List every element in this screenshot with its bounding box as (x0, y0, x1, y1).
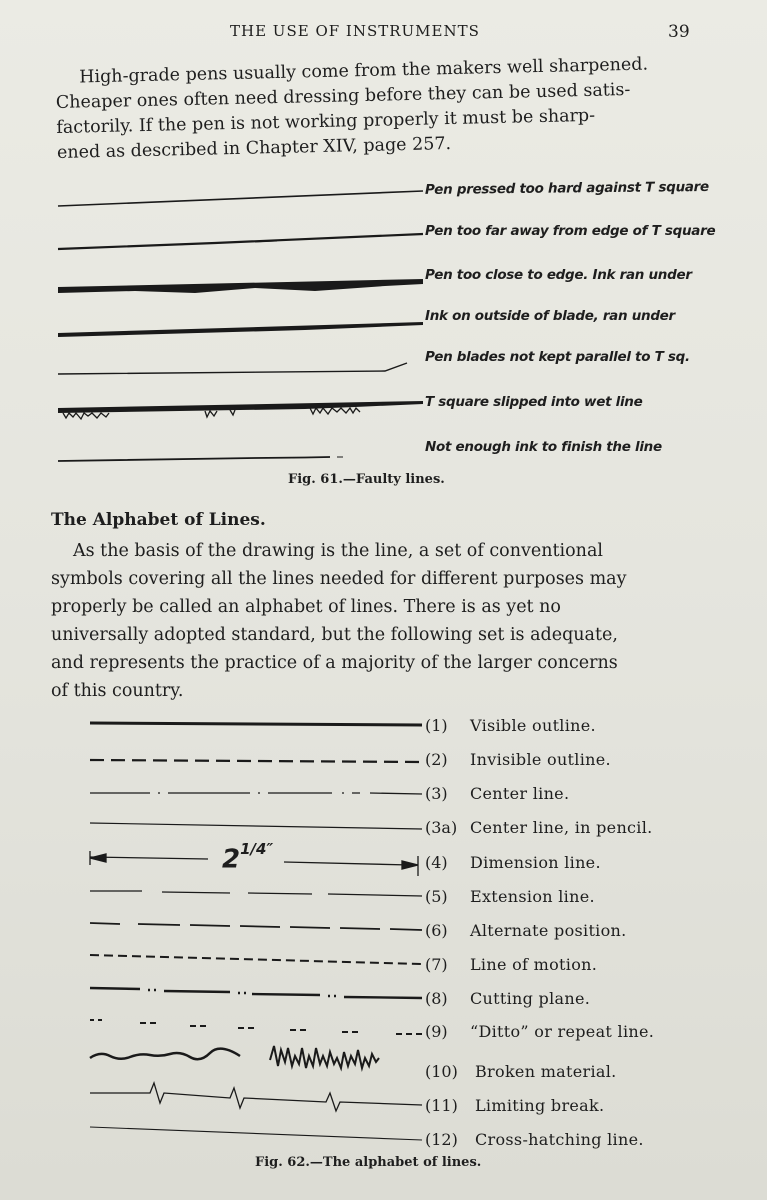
line-label: Alternate position. (470, 921, 627, 940)
sample-invisible-outline (90, 760, 422, 762)
faulty-line-label: Pen blades not kept parallel to T sq. (425, 349, 690, 365)
line-label: Line of motion. (470, 955, 598, 974)
line-number: (5) (425, 887, 448, 906)
sample-limiting-break (90, 1083, 422, 1111)
line-label: Center line. (470, 784, 570, 803)
sample-center-line-pencil (90, 823, 422, 829)
line-label: Center line, in pencil. (470, 818, 653, 837)
figure-61-caption: Fig. 61.—Faulty lines. (288, 472, 445, 487)
faulty-line-slipped (58, 401, 423, 413)
sample-cross-hatching-line (90, 1127, 422, 1140)
line-label: “Ditto” or repeat line. (470, 1022, 655, 1041)
sample-visible-outline (90, 723, 422, 725)
alphabet-of-lines-figure (80, 705, 425, 1145)
line-number: (3a) (425, 818, 458, 837)
paragraph-line: factorily. If the pen is not working properly it must be sharp- (56, 105, 596, 138)
figure-62-caption: Fig. 62.—The alphabet of lines. (255, 1155, 482, 1170)
faulty-line-label: Ink on outside of blade, ran under (425, 308, 675, 324)
line-number: (12) (425, 1130, 458, 1149)
paragraph-line: High-grade pens usually come from the makers well sharpened. (79, 54, 649, 88)
line-number: (7) (425, 955, 448, 974)
intro-paragraph (55, 51, 707, 166)
paragraph-line: properly be called an alphabet of lines. There is as yet no (51, 597, 561, 617)
faulty-line-label: T square slipped into wet line (425, 394, 643, 410)
line-label: Dimension line. (470, 853, 601, 872)
line-number: (1) (425, 716, 448, 735)
faulty-line-not-parallel (58, 363, 407, 374)
sample-line-of-motion (90, 955, 422, 964)
paragraph-line: of this country. (51, 681, 184, 701)
sample-cutting-plane (90, 988, 422, 998)
sample-center-line (90, 793, 422, 794)
faulty-line-too-far (58, 234, 423, 249)
sample-broken-material (90, 1049, 240, 1060)
sample-alternate-position (90, 923, 422, 930)
faulty-line-pressed (58, 191, 423, 206)
sample-extension-line (90, 891, 422, 896)
dimension-arrow-left (90, 851, 106, 865)
line-label: Cutting plane. (470, 989, 591, 1008)
faulty-line-label: Not enough ink to finish the line (425, 439, 662, 455)
line-label: Limiting break. (475, 1096, 605, 1115)
faulty-line-too-close (58, 279, 423, 293)
line-label: Visible outline. (470, 716, 596, 735)
line-label: Invisible outline. (470, 750, 611, 769)
paragraph-line: As the basis of the drawing is the line, a set of conventional (73, 541, 603, 561)
line-number: (9) (425, 1022, 448, 1041)
faulty-line-not-enough-ink (58, 457, 330, 461)
line-label: Broken material. (475, 1062, 617, 1081)
faulty-line-ink-outside (58, 322, 423, 337)
line-number: (2) (425, 750, 448, 769)
alphabet-paragraph (51, 537, 709, 705)
paragraph-line: universally adopted standard, but the following set is adequate, (51, 625, 618, 645)
dimension-value: $2^{1/4''}$ (222, 840, 274, 875)
line-label: Cross-hatching line. (475, 1130, 644, 1149)
sample-ditto-line (90, 1020, 422, 1034)
running-head: THE USE OF INSTRUMENTS (230, 22, 480, 40)
line-number: (8) (425, 989, 448, 1008)
paragraph-line: Cheaper ones often need dressing before they can be used satis- (55, 79, 631, 113)
paragraph-line: symbols covering all the lines needed for different purposes may (51, 569, 627, 589)
line-label: Extension line. (470, 887, 595, 906)
line-number: (11) (425, 1096, 458, 1115)
line-number: (6) (425, 921, 448, 940)
faulty-line-label: Pen too close to edge. Ink ran under (425, 267, 692, 283)
paragraph-line: ened as described in Chapter XIV, page 257. (56, 134, 452, 163)
line-number: (10) (425, 1062, 458, 1081)
section-heading: The Alphabet of Lines. (51, 510, 266, 530)
page-number: 39 (668, 22, 690, 42)
faulty-line-label: Pen too far away from edge of T square (425, 223, 716, 239)
paragraph-line: and represents the practice of a majority of the larger concerns (51, 653, 618, 673)
faulty-line-label: Pen pressed too hard against T square (424, 178, 709, 198)
dimension-arrow-right (402, 856, 418, 876)
faulty-lines-figure (55, 175, 425, 465)
line-number: (4) (425, 853, 448, 872)
line-number: (3) (425, 784, 448, 803)
